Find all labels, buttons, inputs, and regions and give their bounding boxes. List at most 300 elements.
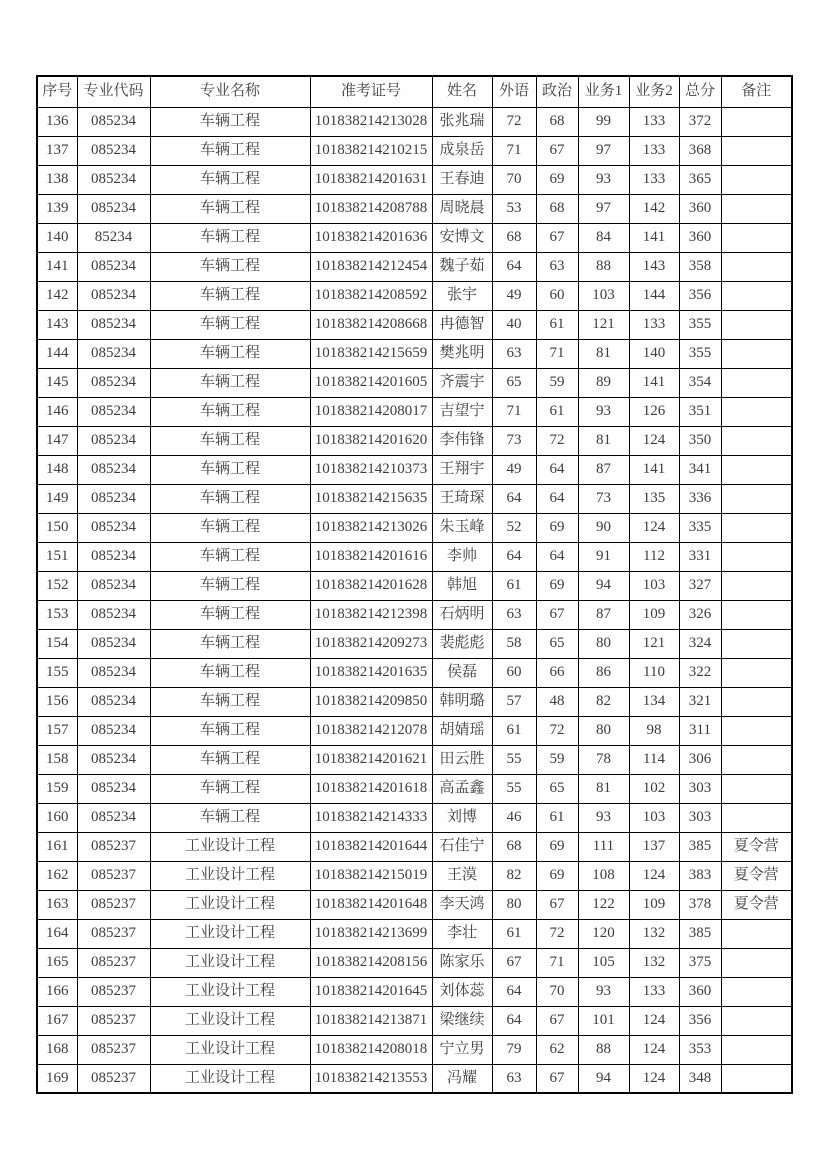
table-cell <box>721 600 792 629</box>
table-cell: 085234 <box>77 658 150 687</box>
table-cell: 67 <box>536 1064 578 1093</box>
table-cell: 64 <box>536 484 578 513</box>
table-cell: 93 <box>578 165 629 194</box>
table-cell: 101838214212398 <box>310 600 432 629</box>
table-cell: 368 <box>679 136 721 165</box>
table-row <box>37 803 792 832</box>
table-cell: 124 <box>629 513 679 542</box>
table-cell: 085237 <box>77 890 150 919</box>
table-row <box>37 542 792 571</box>
table-cell: 122 <box>578 890 629 919</box>
table-cell <box>721 542 792 571</box>
column-header: 专业代码 <box>77 76 150 107</box>
table-cell: 121 <box>578 310 629 339</box>
table-cell: 车辆工程 <box>150 658 310 687</box>
table-cell: 夏令营 <box>721 890 792 919</box>
table-cell: 124 <box>629 1064 679 1093</box>
table-cell: 齐震宇 <box>432 368 492 397</box>
table-row <box>37 107 792 136</box>
table-cell: 67 <box>536 223 578 252</box>
table-cell: 101838214208018 <box>310 1035 432 1064</box>
table-cell: 67 <box>536 1006 578 1035</box>
table-cell: 陈家乐 <box>432 948 492 977</box>
table-cell: 车辆工程 <box>150 368 310 397</box>
table-row <box>37 948 792 977</box>
table-cell: 356 <box>679 281 721 310</box>
table-cell: 378 <box>679 890 721 919</box>
table-cell: 167 <box>37 1006 77 1035</box>
table-cell: 72 <box>536 716 578 745</box>
table-cell: 159 <box>37 774 77 803</box>
table-cell: 085234 <box>77 368 150 397</box>
table-cell: 韩旭 <box>432 571 492 600</box>
table-cell: 98 <box>629 716 679 745</box>
table-cell: 322 <box>679 658 721 687</box>
table-cell: 80 <box>578 629 629 658</box>
table-cell: 82 <box>578 687 629 716</box>
table-row <box>37 455 792 484</box>
table-cell: 64 <box>492 977 536 1006</box>
table-cell: 101838214213871 <box>310 1006 432 1035</box>
table-cell: 306 <box>679 745 721 774</box>
table-cell <box>721 165 792 194</box>
table-row <box>37 600 792 629</box>
table-cell: 324 <box>679 629 721 658</box>
table-cell: 魏子茹 <box>432 252 492 281</box>
table-cell: 085237 <box>77 861 150 890</box>
table-cell: 303 <box>679 803 721 832</box>
table-cell: 69 <box>536 832 578 861</box>
table-cell: 65 <box>536 774 578 803</box>
table-cell: 120 <box>578 919 629 948</box>
table-cell: 385 <box>679 832 721 861</box>
table-cell: 52 <box>492 513 536 542</box>
table-cell: 124 <box>629 861 679 890</box>
table-cell: 353 <box>679 1035 721 1064</box>
table-cell: 93 <box>578 397 629 426</box>
table-cell: 085237 <box>77 948 150 977</box>
table-cell <box>721 687 792 716</box>
table-cell: 146 <box>37 397 77 426</box>
table-row <box>37 745 792 774</box>
table-cell: 101838214210215 <box>310 136 432 165</box>
table-cell: 60 <box>492 658 536 687</box>
table-cell: 327 <box>679 571 721 600</box>
table-cell <box>721 339 792 368</box>
table-cell: 085234 <box>77 600 150 629</box>
table-cell: 冉德智 <box>432 310 492 339</box>
score-table <box>36 75 793 1094</box>
table-cell: 141 <box>37 252 77 281</box>
table-cell: 车辆工程 <box>150 397 310 426</box>
table-cell: 101838214213026 <box>310 513 432 542</box>
table-cell: 72 <box>536 426 578 455</box>
table-cell: 101838214212078 <box>310 716 432 745</box>
table-cell: 车辆工程 <box>150 600 310 629</box>
table-cell: 97 <box>578 194 629 223</box>
table-cell: 101838214208017 <box>310 397 432 426</box>
table-cell <box>721 368 792 397</box>
table-cell: 303 <box>679 774 721 803</box>
table-cell: 79 <box>492 1035 536 1064</box>
table-cell: 70 <box>536 977 578 1006</box>
table-cell: 321 <box>679 687 721 716</box>
table-cell: 164 <box>37 919 77 948</box>
table-cell: 73 <box>578 484 629 513</box>
table-cell: 冯耀 <box>432 1064 492 1093</box>
table-cell: 工业设计工程 <box>150 977 310 1006</box>
table-cell: 78 <box>578 745 629 774</box>
table-row <box>37 368 792 397</box>
table-cell: 梁继续 <box>432 1006 492 1035</box>
table-cell: 侯磊 <box>432 658 492 687</box>
table-cell: 150 <box>37 513 77 542</box>
table-cell: 144 <box>629 281 679 310</box>
table-cell: 355 <box>679 310 721 339</box>
table-cell: 163 <box>37 890 77 919</box>
table-cell: 085237 <box>77 919 150 948</box>
table-cell: 085234 <box>77 542 150 571</box>
table-cell: 81 <box>578 339 629 368</box>
table-cell: 101838214215659 <box>310 339 432 368</box>
column-header: 准考证号 <box>310 76 432 107</box>
table-cell: 工业设计工程 <box>150 919 310 948</box>
table-cell <box>721 571 792 600</box>
table-cell: 085234 <box>77 513 150 542</box>
table-cell: 101838214213699 <box>310 919 432 948</box>
table-cell: 132 <box>629 948 679 977</box>
table-cell: 133 <box>629 136 679 165</box>
table-cell: 工业设计工程 <box>150 861 310 890</box>
table-cell: 82 <box>492 861 536 890</box>
table-row <box>37 426 792 455</box>
table-cell: 55 <box>492 745 536 774</box>
table-cell: 68 <box>536 194 578 223</box>
table-cell: 101838214201645 <box>310 977 432 1006</box>
table-cell: 夏令营 <box>721 832 792 861</box>
table-cell: 63 <box>492 600 536 629</box>
table-cell: 王春迪 <box>432 165 492 194</box>
table-cell <box>721 948 792 977</box>
table-cell: 49 <box>492 455 536 484</box>
table-cell: 085234 <box>77 774 150 803</box>
table-cell: 348 <box>679 1064 721 1093</box>
table-cell: 66 <box>536 658 578 687</box>
table-row <box>37 513 792 542</box>
table-cell: 101838214215019 <box>310 861 432 890</box>
table-cell: 王翔宇 <box>432 455 492 484</box>
table-cell: 王漠 <box>432 861 492 890</box>
table-cell: 108 <box>578 861 629 890</box>
table-cell: 64 <box>492 1006 536 1035</box>
table-cell: 车辆工程 <box>150 165 310 194</box>
table-cell: 64 <box>492 542 536 571</box>
table-cell: 085234 <box>77 745 150 774</box>
table-row <box>37 890 792 919</box>
table-cell <box>721 774 792 803</box>
table-row <box>37 687 792 716</box>
table-cell: 101838214215635 <box>310 484 432 513</box>
table-cell: 365 <box>679 165 721 194</box>
table-cell: 61 <box>492 919 536 948</box>
table-row <box>37 629 792 658</box>
table-cell: 87 <box>578 600 629 629</box>
table-cell: 085237 <box>77 1035 150 1064</box>
table-cell: 085234 <box>77 484 150 513</box>
table-cell: 143 <box>629 252 679 281</box>
table-cell: 车辆工程 <box>150 136 310 165</box>
table-row <box>37 136 792 165</box>
table-cell: 71 <box>536 339 578 368</box>
table-cell: 59 <box>536 368 578 397</box>
table-cell: 工业设计工程 <box>150 1035 310 1064</box>
table-cell: 156 <box>37 687 77 716</box>
table-cell: 李伟锋 <box>432 426 492 455</box>
table-cell: 72 <box>492 107 536 136</box>
table-cell: 101 <box>578 1006 629 1035</box>
table-cell: 085234 <box>77 803 150 832</box>
table-cell: 142 <box>629 194 679 223</box>
table-cell: 326 <box>679 600 721 629</box>
column-header: 业务1 <box>578 76 629 107</box>
table-cell <box>721 223 792 252</box>
table-cell: 58 <box>492 629 536 658</box>
table-cell: 101838214212454 <box>310 252 432 281</box>
table-cell: 63 <box>536 252 578 281</box>
table-cell: 335 <box>679 513 721 542</box>
table-cell: 94 <box>578 1064 629 1093</box>
table-cell: 车辆工程 <box>150 803 310 832</box>
table-cell: 工业设计工程 <box>150 832 310 861</box>
table-cell: 085234 <box>77 397 150 426</box>
table-cell: 61 <box>492 716 536 745</box>
column-header: 政治 <box>536 76 578 107</box>
table-cell: 80 <box>492 890 536 919</box>
table-cell: 101838214210373 <box>310 455 432 484</box>
table-cell: 143 <box>37 310 77 339</box>
table-cell: 67 <box>492 948 536 977</box>
table-cell: 145 <box>37 368 77 397</box>
table-row <box>37 1064 792 1093</box>
table-cell: 085234 <box>77 687 150 716</box>
table-row <box>37 774 792 803</box>
table-cell <box>721 1064 792 1093</box>
table-cell: 166 <box>37 977 77 1006</box>
table-cell: 085234 <box>77 194 150 223</box>
table-cell: 93 <box>578 803 629 832</box>
table-cell: 360 <box>679 194 721 223</box>
table-cell: 车辆工程 <box>150 223 310 252</box>
table-cell: 夏令营 <box>721 861 792 890</box>
table-cell: 62 <box>536 1035 578 1064</box>
table-cell: 60 <box>536 281 578 310</box>
table-cell: 101838214208156 <box>310 948 432 977</box>
column-header: 备注 <box>721 76 792 107</box>
table-cell: 成泉岳 <box>432 136 492 165</box>
table-cell: 72 <box>536 919 578 948</box>
table-row <box>37 165 792 194</box>
table-cell <box>721 426 792 455</box>
table-cell: 149 <box>37 484 77 513</box>
table-cell: 73 <box>492 426 536 455</box>
table-cell: 工业设计工程 <box>150 1006 310 1035</box>
table-cell: 工业设计工程 <box>150 890 310 919</box>
table-cell: 385 <box>679 919 721 948</box>
table-cell: 工业设计工程 <box>150 948 310 977</box>
table-cell: 81 <box>578 426 629 455</box>
table-cell: 372 <box>679 107 721 136</box>
table-row <box>37 716 792 745</box>
table-cell: 张兆瑞 <box>432 107 492 136</box>
table-cell: 40 <box>492 310 536 339</box>
table-cell: 工业设计工程 <box>150 1064 310 1093</box>
table-cell: 63 <box>492 1064 536 1093</box>
table-cell: 124 <box>629 1035 679 1064</box>
table-cell: 165 <box>37 948 77 977</box>
table-cell: 车辆工程 <box>150 774 310 803</box>
table-cell: 69 <box>536 165 578 194</box>
table-cell: 车辆工程 <box>150 513 310 542</box>
table-cell: 车辆工程 <box>150 629 310 658</box>
table-cell: 155 <box>37 658 77 687</box>
table-cell: 67 <box>536 136 578 165</box>
table-cell: 63 <box>492 339 536 368</box>
table-cell: 133 <box>629 977 679 1006</box>
table-cell: 085234 <box>77 455 150 484</box>
table-cell: 61 <box>536 397 578 426</box>
table-cell: 64 <box>536 455 578 484</box>
table-cell: 141 <box>629 455 679 484</box>
table-cell: 085237 <box>77 1006 150 1035</box>
table-cell: 141 <box>629 223 679 252</box>
table-cell: 311 <box>679 716 721 745</box>
table-cell: 101838214208668 <box>310 310 432 339</box>
table-cell: 车辆工程 <box>150 339 310 368</box>
table-cell: 69 <box>536 861 578 890</box>
table-cell: 韩明璐 <box>432 687 492 716</box>
table-cell: 89 <box>578 368 629 397</box>
table-cell: 375 <box>679 948 721 977</box>
table-cell: 350 <box>679 426 721 455</box>
table-cell <box>721 194 792 223</box>
column-header: 姓名 <box>432 76 492 107</box>
table-cell: 351 <box>679 397 721 426</box>
table-cell: 61 <box>536 803 578 832</box>
table-cell: 车辆工程 <box>150 542 310 571</box>
table-cell: 160 <box>37 803 77 832</box>
table-cell: 70 <box>492 165 536 194</box>
table-cell: 88 <box>578 252 629 281</box>
table-cell: 101838214201628 <box>310 571 432 600</box>
table-cell: 59 <box>536 745 578 774</box>
table-cell: 101838214209273 <box>310 629 432 658</box>
table-row <box>37 281 792 310</box>
table-cell: 124 <box>629 1006 679 1035</box>
table-cell: 085234 <box>77 426 150 455</box>
table-cell: 157 <box>37 716 77 745</box>
table-cell <box>721 484 792 513</box>
table-cell: 车辆工程 <box>150 484 310 513</box>
table-cell: 144 <box>37 339 77 368</box>
table-cell: 87 <box>578 455 629 484</box>
table-cell: 085237 <box>77 832 150 861</box>
table-cell: 152 <box>37 571 77 600</box>
table-cell: 138 <box>37 165 77 194</box>
table-cell: 宁立男 <box>432 1035 492 1064</box>
table-cell: 车辆工程 <box>150 310 310 339</box>
table-cell: 169 <box>37 1064 77 1093</box>
column-header: 外语 <box>492 76 536 107</box>
table-cell: 109 <box>629 600 679 629</box>
table-cell: 46 <box>492 803 536 832</box>
table-cell: 85234 <box>77 223 150 252</box>
table-cell: 李天鸿 <box>432 890 492 919</box>
table-row <box>37 1035 792 1064</box>
table-cell: 101838214201631 <box>310 165 432 194</box>
table-cell: 石炳明 <box>432 600 492 629</box>
table-cell: 132 <box>629 919 679 948</box>
table-row <box>37 658 792 687</box>
table-cell <box>721 397 792 426</box>
table-cell: 64 <box>492 252 536 281</box>
table-cell: 355 <box>679 339 721 368</box>
table-cell: 84 <box>578 223 629 252</box>
table-cell: 车辆工程 <box>150 687 310 716</box>
table-cell: 61 <box>492 571 536 600</box>
table-cell: 64 <box>536 542 578 571</box>
table-cell: 354 <box>679 368 721 397</box>
table-row <box>37 194 792 223</box>
table-cell: 101838214201644 <box>310 832 432 861</box>
table-cell: 刘体蕊 <box>432 977 492 1006</box>
table-row <box>37 339 792 368</box>
table-row <box>37 1006 792 1035</box>
table-row <box>37 832 792 861</box>
table-cell: 101838214213028 <box>310 107 432 136</box>
table-cell: 085234 <box>77 136 150 165</box>
table-cell: 71 <box>492 397 536 426</box>
table-cell: 101838214201616 <box>310 542 432 571</box>
header-row <box>37 76 792 107</box>
table-cell: 101838214201605 <box>310 368 432 397</box>
table-cell: 154 <box>37 629 77 658</box>
table-cell: 68 <box>492 223 536 252</box>
table-cell <box>721 629 792 658</box>
table-cell: 139 <box>37 194 77 223</box>
table-cell: 石佳宁 <box>432 832 492 861</box>
table-row <box>37 223 792 252</box>
table-cell: 085234 <box>77 165 150 194</box>
table-cell: 车辆工程 <box>150 281 310 310</box>
table-cell: 135 <box>629 484 679 513</box>
table-cell <box>721 107 792 136</box>
table-cell: 97 <box>578 136 629 165</box>
score-table-header <box>37 76 792 107</box>
table-cell <box>721 281 792 310</box>
table-cell: 137 <box>629 832 679 861</box>
table-cell <box>721 919 792 948</box>
table-cell <box>721 745 792 774</box>
table-cell: 110 <box>629 658 679 687</box>
table-cell: 67 <box>536 600 578 629</box>
table-cell: 胡婧瑶 <box>432 716 492 745</box>
table-cell: 86 <box>578 658 629 687</box>
table-cell: 车辆工程 <box>150 194 310 223</box>
table-cell: 安博文 <box>432 223 492 252</box>
table-cell: 71 <box>536 948 578 977</box>
table-cell: 360 <box>679 223 721 252</box>
table-cell: 刘博 <box>432 803 492 832</box>
